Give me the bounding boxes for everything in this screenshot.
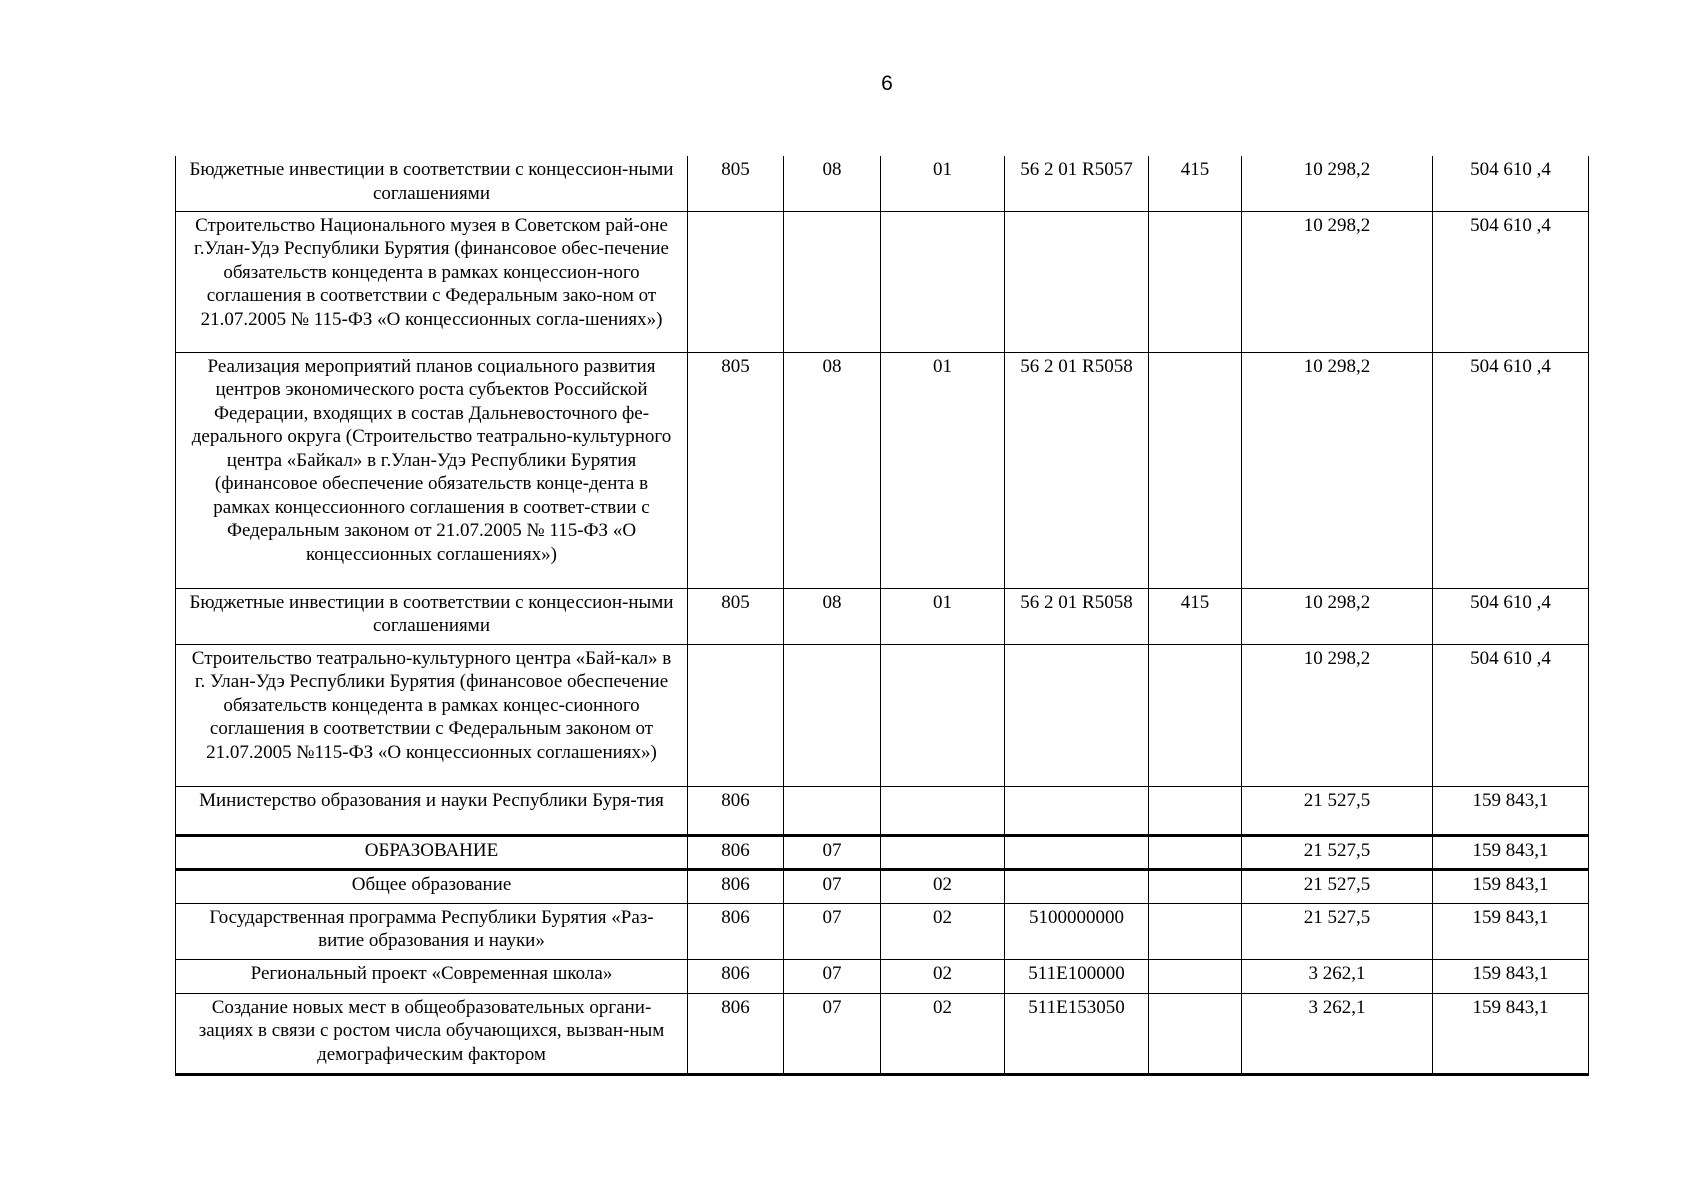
table-row [176, 156, 1589, 211]
cell-target-article [1005, 835, 1149, 869]
cell-section-code: 07 [784, 959, 881, 993]
cell-target-article [1005, 869, 1149, 903]
cell-ministry-code: 805 [688, 588, 784, 644]
cell-subsection-code: 02 [881, 903, 1005, 959]
page-number: 6 [881, 72, 893, 95]
cell-amount-2: 504 610 ,4 [1433, 588, 1589, 644]
cell-amount-1: 10 298,2 [1242, 352, 1433, 588]
table-row [176, 993, 1589, 1074]
cell-ministry-code [688, 211, 784, 352]
cell-expense-type [1149, 835, 1242, 869]
cell-expense-type: 415 [1149, 156, 1242, 211]
cell-expense-type [1149, 786, 1242, 835]
table-row [176, 869, 1589, 903]
cell-subsection-code: 01 [881, 352, 1005, 588]
cell-description: Министерство образования и науки Республики Буря-тия [176, 786, 688, 835]
cell-subsection-code [881, 211, 1005, 352]
cell-ministry-code: 806 [688, 869, 784, 903]
cell-amount-1: 3 262,1 [1242, 993, 1433, 1074]
table-row [176, 588, 1589, 644]
cell-target-article [1005, 644, 1149, 786]
cell-amount-2: 504 610 ,4 [1433, 644, 1589, 786]
cell-subsection-code [881, 786, 1005, 835]
cell-target-article: 56 2 01 R5057 [1005, 156, 1149, 211]
cell-amount-2: 159 843,1 [1433, 993, 1589, 1074]
cell-description: Создание новых мест в общеобразовательных органи-зациях в связи с ростом числа обучающихся, вызван-ным демографическим фактором [176, 993, 688, 1074]
cell-ministry-code: 806 [688, 993, 784, 1074]
cell-subsection-code [881, 835, 1005, 869]
cell-subsection-code [881, 644, 1005, 786]
cell-section-code: 08 [784, 588, 881, 644]
cell-section-code: 08 [784, 352, 881, 588]
cell-section-code: 07 [784, 835, 881, 869]
cell-target-article [1005, 786, 1149, 835]
cell-ministry-code: 806 [688, 903, 784, 959]
cell-amount-2: 159 843,1 [1433, 835, 1589, 869]
cell-amount-1: 10 298,2 [1242, 156, 1433, 211]
cell-ministry-code: 805 [688, 156, 784, 211]
cell-amount-1: 21 527,5 [1242, 869, 1433, 903]
cell-description: Региональный проект «Современная школа» [176, 959, 688, 993]
cell-section-code: 08 [784, 156, 881, 211]
cell-amount-2: 504 610 ,4 [1433, 352, 1589, 588]
cell-description: Строительство театрально-культурного центра «Бай-кал» в г. Улан-Удэ Республики Бурятия (финансовое обеспечение обязательств концедента в рамках концес-сионного соглашения в соответствии с Федеральным законом от 21.07.2005 №115-ФЗ «О концессионных соглашениях») [176, 644, 688, 786]
table-row [176, 903, 1589, 959]
cell-target-article: 56 2 01 R5058 [1005, 588, 1149, 644]
cell-target-article: 5100000000 [1005, 903, 1149, 959]
cell-amount-2: 504 610 ,4 [1433, 211, 1589, 352]
cell-section-code [784, 786, 881, 835]
cell-description: Общее образование [176, 869, 688, 903]
table-row [176, 835, 1589, 869]
cell-target-article: 511E100000 [1005, 959, 1149, 993]
cell-amount-1: 10 298,2 [1242, 644, 1433, 786]
cell-amount-2: 159 843,1 [1433, 959, 1589, 993]
cell-target-article: 511E153050 [1005, 993, 1149, 1074]
cell-expense-type [1149, 352, 1242, 588]
table-row [176, 786, 1589, 835]
cell-expense-type: 415 [1149, 588, 1242, 644]
cell-ministry-code: 806 [688, 835, 784, 869]
cell-section-code: 07 [784, 869, 881, 903]
budget-table [175, 156, 1589, 1076]
table-row [176, 644, 1589, 786]
cell-amount-1: 10 298,2 [1242, 588, 1433, 644]
cell-amount-2: 504 610 ,4 [1433, 156, 1589, 211]
cell-ministry-code: 805 [688, 352, 784, 588]
cell-amount-2: 159 843,1 [1433, 869, 1589, 903]
cell-description: Бюджетные инвестиции в соответствии с концессион-ными соглашениями [176, 588, 688, 644]
cell-target-article [1005, 211, 1149, 352]
table-row [176, 959, 1589, 993]
cell-amount-1: 10 298,2 [1242, 211, 1433, 352]
cell-subsection-code: 02 [881, 869, 1005, 903]
cell-subsection-code: 02 [881, 993, 1005, 1074]
cell-amount-1: 3 262,1 [1242, 959, 1433, 993]
cell-subsection-code: 01 [881, 156, 1005, 211]
cell-ministry-code: 806 [688, 786, 784, 835]
cell-subsection-code: 01 [881, 588, 1005, 644]
cell-subsection-code: 02 [881, 959, 1005, 993]
cell-ministry-code: 806 [688, 959, 784, 993]
cell-section-code: 07 [784, 993, 881, 1074]
cell-description: Государственная программа Республики Бурятия «Раз-витие образования и науки» [176, 903, 688, 959]
cell-amount-2: 159 843,1 [1433, 903, 1589, 959]
cell-section-code: 07 [784, 903, 881, 959]
cell-expense-type [1149, 959, 1242, 993]
cell-expense-type [1149, 903, 1242, 959]
cell-expense-type [1149, 211, 1242, 352]
table-row [176, 352, 1589, 588]
cell-amount-1: 21 527,5 [1242, 786, 1433, 835]
cell-expense-type [1149, 993, 1242, 1074]
cell-amount-1: 21 527,5 [1242, 835, 1433, 869]
cell-ministry-code [688, 644, 784, 786]
cell-target-article: 56 2 01 R5058 [1005, 352, 1149, 588]
cell-description: ОБРАЗОВАНИЕ [176, 835, 688, 869]
cell-description: Строительство Национального музея в Советском рай-оне г.Улан-Удэ Республики Бурятия (финансовое обес-печение обязательств концедента в рамках концессион-ного соглашения в соответствии с Федеральным зако-ном от 21.07.2005 № 115-ФЗ «О концессионных согла-шениях») [176, 211, 688, 352]
cell-description: Реализация мероприятий планов социального развития центров экономического роста субъектов Российской Федерации, входящих в состав Дальневосточного фе-дерального округа (Строительство театрально-культурного центра «Байкал» в г.Улан-Удэ Республики Бурятия (финансовое обеспечение обязательств конце-дента в рамках концессионного соглашения в соответ-ствии с Федеральным законом от 21.07.2005 № 115-ФЗ «О концессионных соглашениях») [176, 352, 688, 588]
cell-expense-type [1149, 644, 1242, 786]
table-row [176, 211, 1589, 352]
cell-amount-2: 159 843,1 [1433, 786, 1589, 835]
cell-expense-type [1149, 869, 1242, 903]
cell-section-code [784, 644, 881, 786]
cell-amount-1: 21 527,5 [1242, 903, 1433, 959]
cell-section-code [784, 211, 881, 352]
cell-description: Бюджетные инвестиции в соответствии с концессион-ными соглашениями [176, 156, 688, 211]
